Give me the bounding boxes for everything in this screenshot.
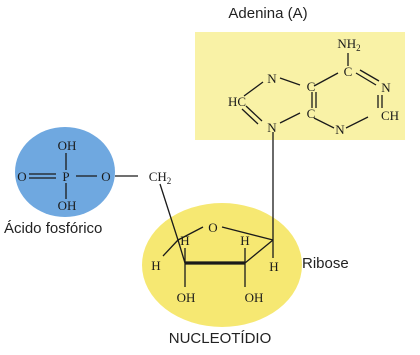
ribose-h-mid-left: H xyxy=(180,233,190,248)
phosphate-o-left: O xyxy=(17,169,27,184)
phosphate-label: Ácido fosfórico xyxy=(4,220,103,237)
adenine-ch: CH xyxy=(380,108,400,123)
ribose-h-right: H xyxy=(269,259,279,274)
nucleotide-caption: NUCLEOTÍDIO xyxy=(168,330,272,347)
ribose-o-ring: O xyxy=(208,220,218,235)
ribose-oh-right: OH xyxy=(244,290,264,305)
ribose-h-left: H xyxy=(151,258,161,273)
adenine-nh2: $NH_2$ xyxy=(337,36,361,53)
adenine-highlight-box xyxy=(195,32,405,140)
phosphate-oh-top: OH xyxy=(57,138,77,153)
phosphate-p: P xyxy=(62,169,70,184)
phosphate-o-right: O xyxy=(101,169,111,184)
ribose-h-mid-right: H xyxy=(240,233,250,248)
adenine-n-bottom-right: N xyxy=(335,122,345,137)
ribose-label: Ribose xyxy=(302,255,349,272)
adenine-c-top: C xyxy=(343,64,353,79)
adenine-n-right: N xyxy=(381,80,391,95)
base-title: Adenina (A) xyxy=(228,5,308,22)
adenine-c-inner: C xyxy=(306,79,316,94)
adenine-n-upper-left: N xyxy=(267,71,277,86)
adenine-c-lower-inner: C xyxy=(306,106,316,121)
phosphate-oh-bottom: OH xyxy=(57,198,77,213)
ribose-oh-left: OH xyxy=(176,290,196,305)
phosphate-ch2: $CH_2$ xyxy=(148,169,172,186)
adenine-hc: HC xyxy=(227,94,247,109)
adenine-n-bottom: N xyxy=(267,120,277,135)
